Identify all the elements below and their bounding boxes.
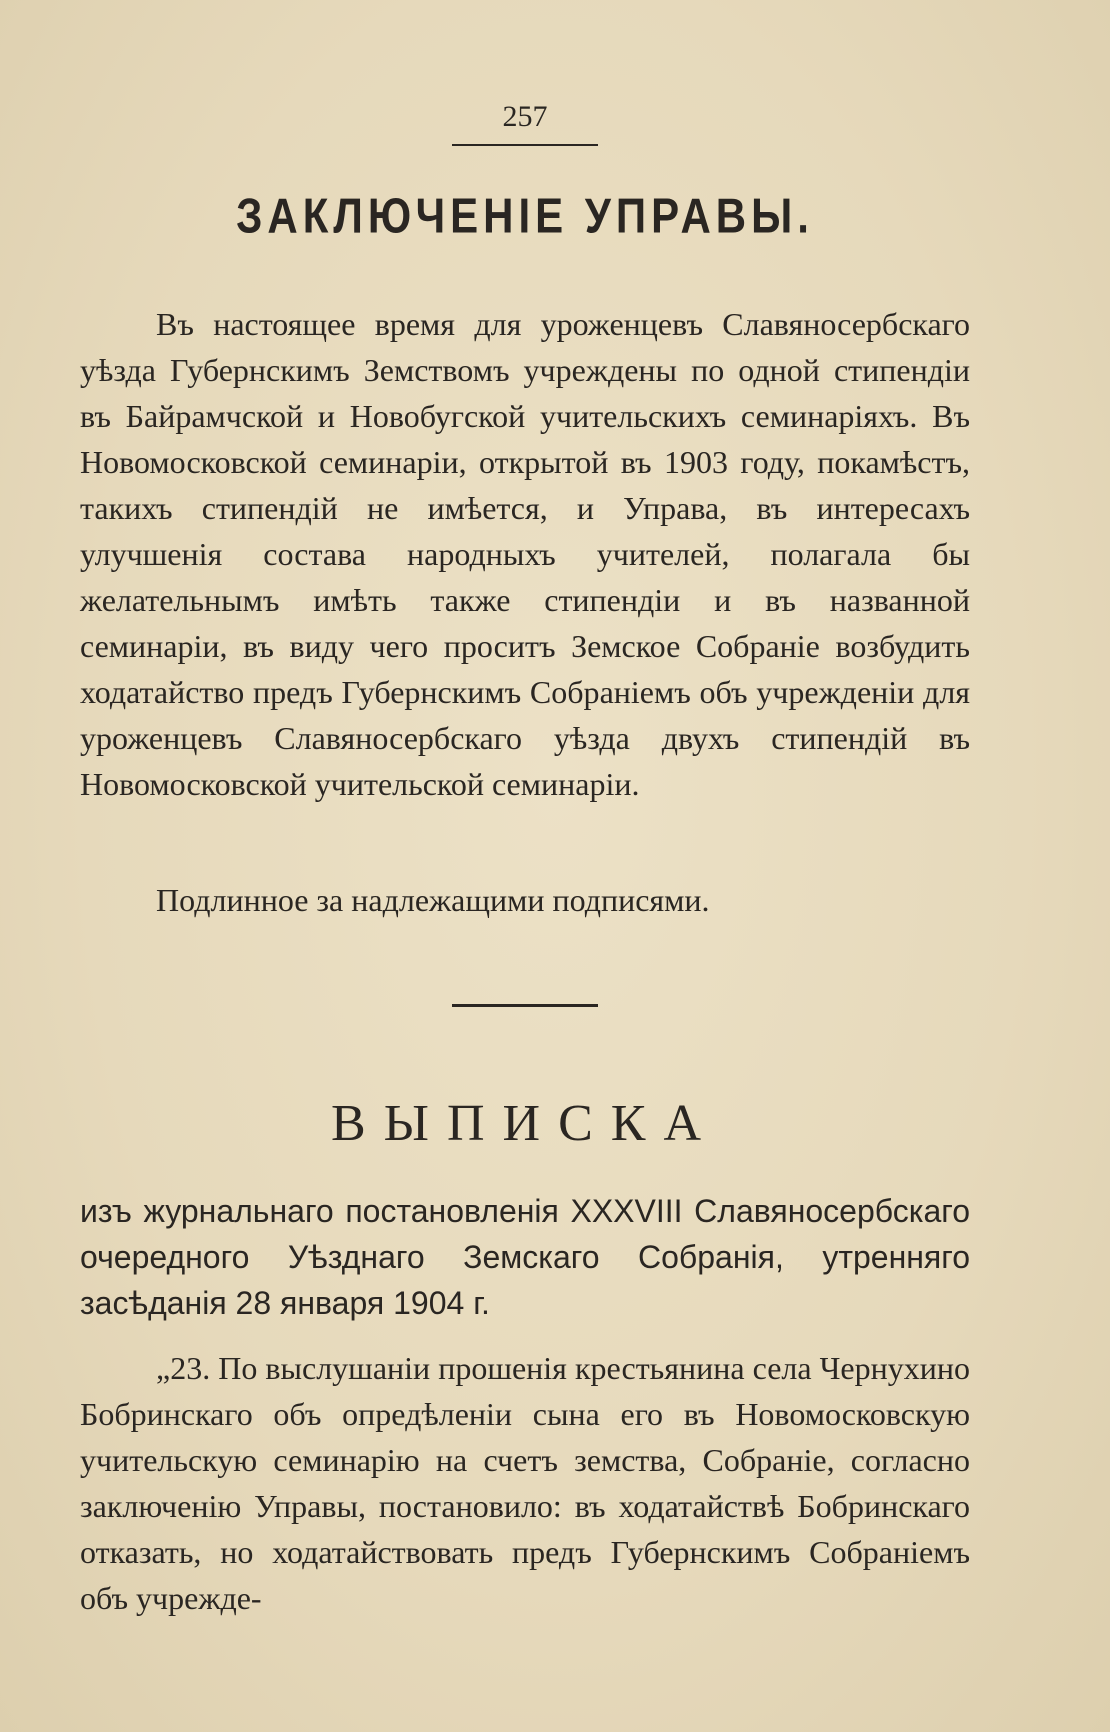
page-number: 257	[502, 100, 548, 133]
section-divider	[452, 1004, 598, 1007]
section-title-extract: ВЫПИСКА	[330, 1095, 720, 1152]
extract-subtitle: изъ журнальнаго постановленія XXXVIII Славяносербскаго очередного Уѣзднаго Земскаго Собранія, утренняго засѣданія 28 января 1904 г.	[80, 1193, 970, 1321]
extract-paragraph	[80, 1345, 970, 1621]
section-title-conclusion: ЗАКЛЮЧЕНІЕ УПРАВЫ.	[236, 187, 814, 244]
conclusion-paragraph	[80, 301, 970, 807]
extract-paragraph-text: „23. По выслушаніи прошенія крестьянина села Чернухино Бобринскаго объ опредѣленіи сына его въ Новомосковскую учительскую семинарію на счетъ земства, Собраніе, согласно заключенію Управы, постановило: въ ходатайствѣ Бобринскаго отказать, но ходатайствовать предъ Губернскимъ Собраніемъ объ учрежде-	[80, 1350, 970, 1616]
signature-note	[80, 877, 970, 923]
signature-note-text: Подлинное за надлежащими подписями.	[156, 882, 710, 918]
conclusion-paragraph-text: Въ настоящее время для уроженцевъ Славяносербскаго уѣзда Губернскимъ Земствомъ учреждены по одной стипендіи въ Байрамчской и Новобугской учительскихъ семинаріяхъ. Въ Новомосковской семинаріи, открытой въ 1903 году, покамѣстъ, такихъ стипендій не имѣется, и Управа, въ интересахъ улучшенія состава народныхъ учителей, полагала бы желательнымъ имѣть также стипендіи и въ названной семинаріи, въ виду чего проситъ Земское Собраніе возбудить ходатайство предъ Губернскимъ Собраніемъ объ учрежденіи для уроженцевъ Славяносербскаго уѣзда двухъ стипендій въ Новомосковской учительской семинаріи.	[80, 306, 970, 802]
page-number-rule	[452, 144, 598, 146]
